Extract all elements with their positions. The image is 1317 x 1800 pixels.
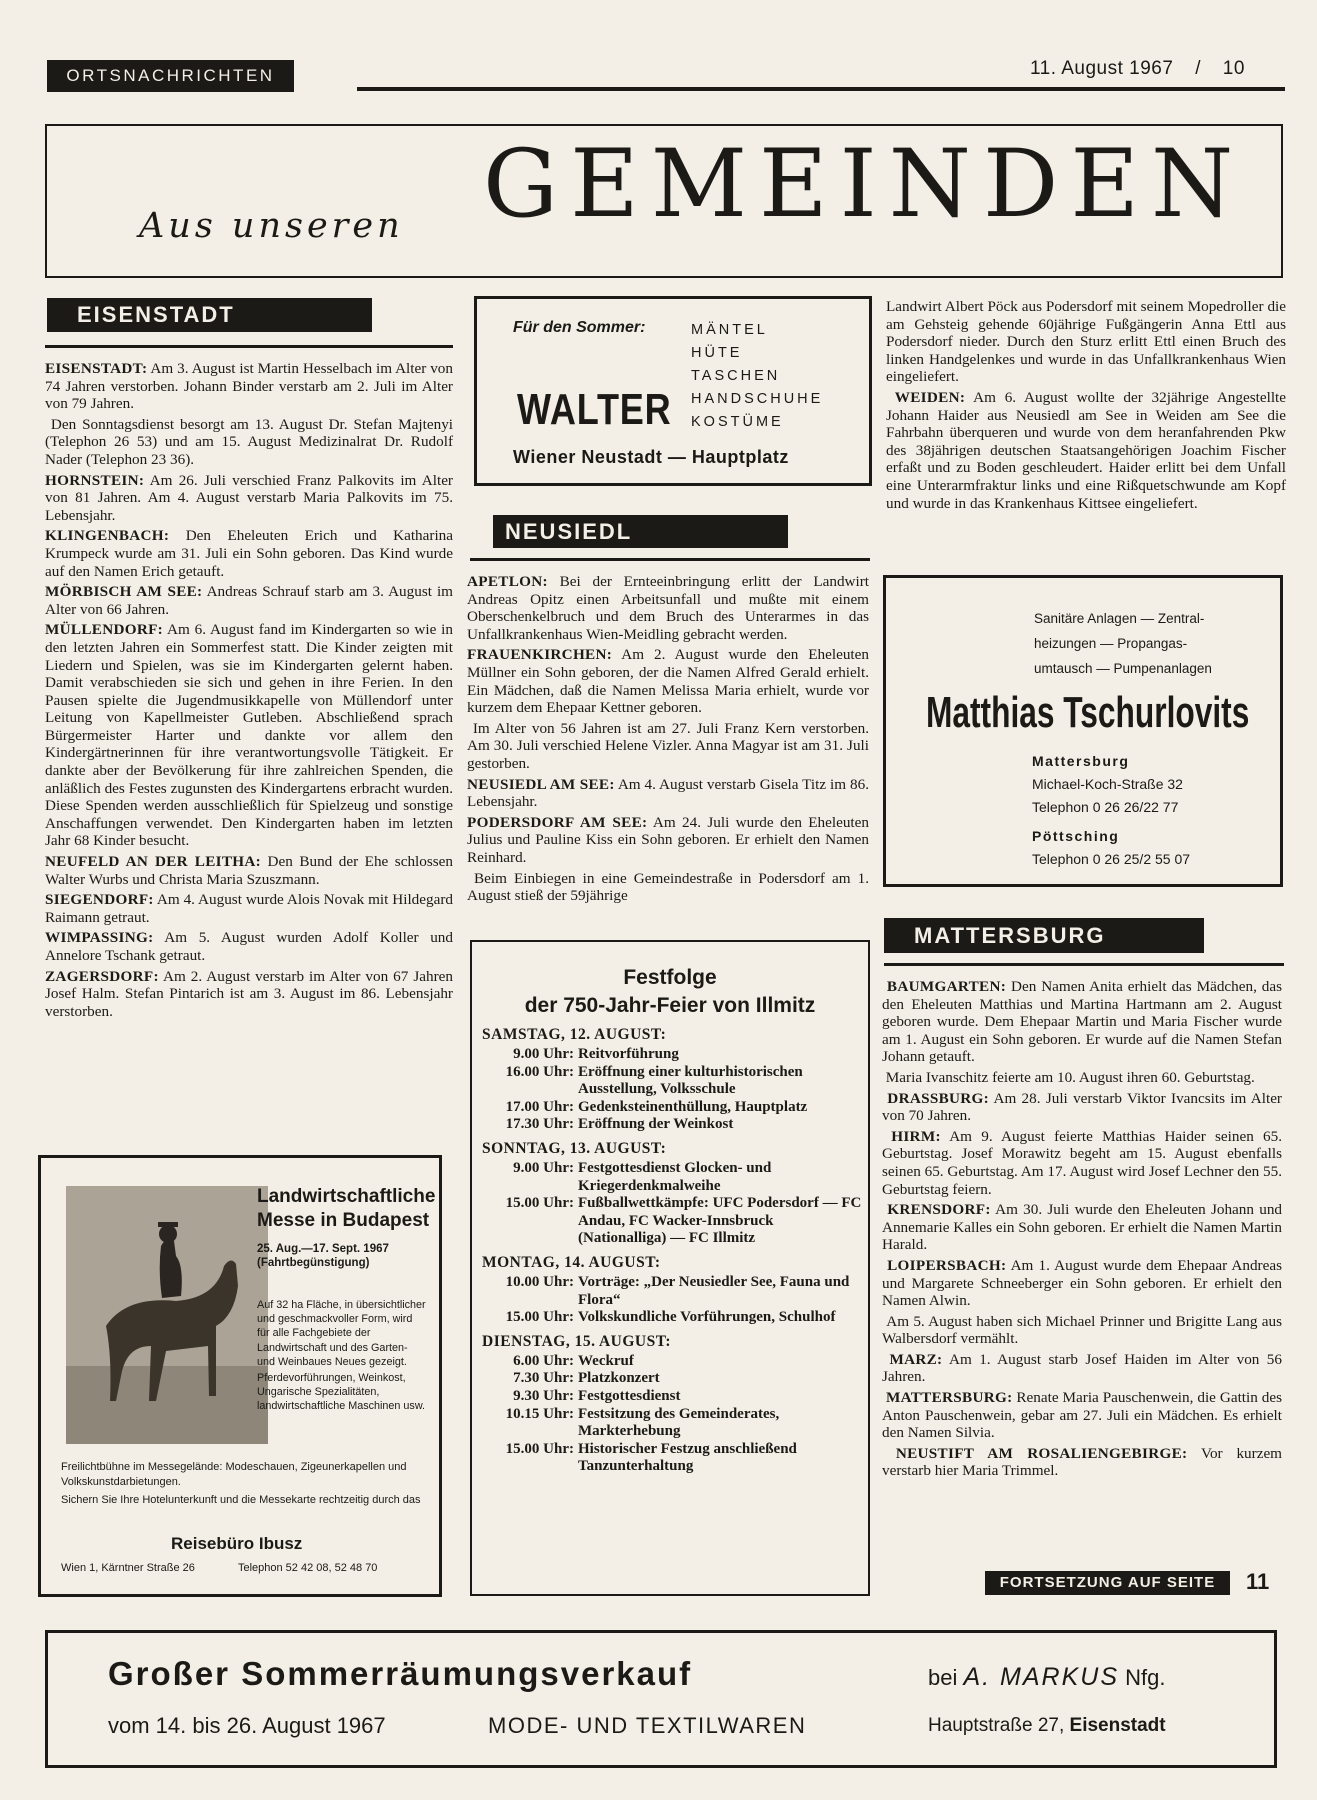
budapest-title-line2: Messe in Budapest: [257, 1210, 430, 1231]
fest-day-table: [482, 1160, 862, 1248]
news-item: [882, 1128, 1282, 1198]
markus-dates: vom 14. bis 26. August 1967: [108, 1713, 386, 1738]
header-rule: [357, 87, 1285, 91]
fest-text: Vorträge: „Der Neusiedler See, Fauna und Flora“: [578, 1273, 850, 1308]
news-item: [467, 720, 869, 773]
heading-neusiedl: [493, 515, 788, 548]
fest-day-table: [482, 1353, 862, 1476]
heading-neusiedl-text: NEUSIEDL: [505, 519, 633, 544]
fest-text: Gedenksteinenthüllung, Hauptplatz: [578, 1098, 808, 1115]
place-name: FRAUENKIRCHEN:: [467, 646, 613, 664]
ad-budapest: [38, 1155, 442, 1597]
issue-date: [1030, 58, 1245, 80]
news-item: [882, 1313, 1282, 1348]
news-item: [45, 527, 453, 580]
tschurlovits-phone2: Telephon 0 26 25/2 55 07: [1032, 851, 1191, 867]
news-item: [882, 1069, 1282, 1087]
continue-label[interactable]: [985, 1571, 1230, 1595]
budapest-address: Wien 1, Kärntner Straße 26: [61, 1562, 195, 1574]
news-text: Renate Maria Pauschenwein, die Gattin des Anton Pauschenwein, gebar am 27. Juli ein Mädchen. Es erhielt den Namen Silvia.: [882, 1389, 1283, 1442]
place-name: PODERSDORF AM SEE:: [467, 813, 648, 831]
news-text: Den Eheleuten Erich und Katharina Krumpeck wurde am 31. Juli ein Sohn geboren. Das Kind wurde auf den Namen Erich getauft.: [45, 527, 453, 580]
budapest-dates-note: (Fahrtbegünstigung): [257, 1257, 370, 1269]
fest-event: [482, 1099, 862, 1117]
ad-tschurlovits: [883, 575, 1283, 887]
fest-text: Eröffnung einer kulturhistorischen Ausstellung, Volksschule: [578, 1063, 803, 1098]
place-name: NEUFELD AN DER LEITHA:: [45, 853, 262, 871]
festfolge-title: [472, 964, 868, 1020]
news-text: Den Namen Anita erhielt das Mädchen, das den Eheleuten Matthias und Martina Hartmann am 2. August geboren wurde. Dem Ehepaar Martin und Maria Fischer wurde am 1. August ein Sohn geboren. Er wurde auf die Namen Stefan Johann getauft.: [882, 978, 1283, 1066]
budapest-footer: [61, 1460, 423, 1508]
budapest-footer2: Sichern Sie Ihre Hotelunterkunft und die Messekarte rechtzeitig durch das: [61, 1494, 421, 1506]
fest-event: [482, 1195, 862, 1248]
news-item: [882, 1351, 1282, 1386]
budapest-dates-text: 25. Aug.—17. Sept. 1967: [257, 1243, 389, 1255]
news-item: [45, 891, 453, 926]
news-text: Am 9. August feierte Matthias Haider seinen 65. Geburtstag. Josef Morawitz begeht am 15. August ebenfalls seinen 65. Geburtstag. Am 17. August wird Josef Lechner den 55. Geburtstag feiern.: [882, 1127, 1283, 1198]
fest-day-table: [482, 1274, 862, 1327]
fest-event: [482, 1064, 862, 1099]
festfolge-title2: der 750-Jahr-Feier von Illmitz: [524, 994, 816, 1017]
markus-city: Eisenstadt: [1069, 1715, 1166, 1736]
news-item: [882, 1445, 1282, 1480]
fest-event: [482, 1370, 862, 1388]
title-main: GEMEINDEN: [483, 130, 1246, 239]
fest-time: 16.00 Uhr:: [505, 1063, 574, 1080]
tschurlovits-phone1: Telephon 0 26 26/22 77: [1032, 799, 1179, 815]
fest-time: 17.00 Uhr:: [505, 1098, 574, 1115]
place-name: SIEGENDORF:: [45, 891, 154, 909]
news-text: Am 1. August starb Josef Haiden im Alter von 56 Jahren.: [882, 1350, 1282, 1386]
heading-eisenstadt: [47, 298, 372, 332]
budapest-body: [257, 1298, 427, 1414]
news-item: [467, 646, 869, 716]
news-text: Den Bund der Ehe schlossen Walter Wurbs und Christa Maria Szuszmann.: [45, 853, 454, 888]
news-text: Am 4. August verstarb Gisela Titz im 86. Lebensjahr.: [467, 775, 869, 811]
fest-time: 7.30 Uhr:: [513, 1370, 574, 1387]
news-item: [45, 968, 453, 1021]
walter-item: HANDSCHUHE: [691, 391, 824, 407]
tschurlovits-street1: Michael-Koch-Straße 32: [1032, 776, 1183, 792]
fest-time: 15.00 Uhr:: [505, 1309, 574, 1326]
neusiedl-column: [467, 573, 869, 908]
news-text: Am 5. August wurden Adolf Koller und Annelore Tschank getraut.: [45, 929, 453, 964]
walter-item: KOSTÜME: [691, 414, 784, 430]
news-text: Am 2. August wurde den Eheleuten Müllner ein Sohn geboren, der die Namen Alfred Gerald erhielt. Ein Mädchen, daß die Namen Melissa Maria erhielt, wurde vor kurzem dem Ehepaar Kettner geboren.: [467, 646, 869, 717]
fest-text: Platzkonzert: [578, 1370, 660, 1387]
news-text: Bei der Ernteeinbringung erlitt der Landwirt Andreas Opitz einen Arbeitsunfall und mußte mit einem Oberschenkelbruch und dem Bruch des Unterarmes in das Unfallkrankenhaus Wien-Meidling gebracht werden.: [467, 573, 870, 643]
walter-item: TASCHEN: [691, 368, 781, 384]
fest-time: 10.15 Uhr:: [505, 1405, 574, 1422]
place-name: HORNSTEIN:: [45, 471, 145, 489]
heading-mattersburg-text: MATTERSBURG: [914, 923, 1106, 948]
service-line: umtausch — Pumpenanlagen: [1034, 661, 1212, 676]
news-item: [882, 1090, 1282, 1125]
news-item: [882, 978, 1282, 1066]
news-item: [45, 929, 453, 964]
fest-day: MONTAG, 14. AUGUST:: [482, 1253, 661, 1271]
news-item: [467, 814, 869, 867]
eisenstadt-rule: [45, 345, 453, 348]
section-label: [47, 60, 294, 92]
news-text: Am 5. August haben sich Michael Prinner und Brigitte Lang aus Walbersdorf vermählt.: [882, 1312, 1283, 1348]
fest-day-table: [482, 1046, 862, 1134]
date-separator: /: [1195, 58, 1201, 79]
tschurlovits-town1: Mattersburg: [1032, 753, 1130, 769]
news-item: [882, 1389, 1282, 1442]
place-name: MATTERSBURG:: [885, 1389, 1013, 1407]
fest-event: [482, 1046, 862, 1064]
news-text: Maria Ivanschitz feierte am 10. August ihren 60. Geburtstag.: [885, 1068, 1255, 1086]
continue-page[interactable]: 11: [1246, 1569, 1270, 1594]
festfolge-box: [470, 940, 870, 1596]
markus-category: MODE- UND TEXTILWAREN: [488, 1713, 807, 1738]
mattersburg-rule: [884, 963, 1284, 966]
fest-text: Reitvorführung: [578, 1046, 679, 1062]
festfolge-program: [482, 1020, 862, 1476]
fest-text: Historischer Festzug anschließend Tanzunterhaltung: [578, 1440, 797, 1475]
news-text: Am 2. August verstarb im Alter von 67 Jahren Josef Halm. Stefan Pintarich ist am 3. August im 86. Lebensjahr verstorben.: [45, 967, 453, 1020]
walter-intro: Für den Sommer:: [513, 319, 646, 336]
place-name: WIMPASSING:: [45, 929, 154, 947]
markus-address: [928, 1715, 1166, 1737]
continue-label-text: FORTSETZUNG AUF SEITE: [999, 1574, 1216, 1591]
markus-bei: bei: [928, 1665, 958, 1690]
news-text: Am 30. Juli wurde den Eheleuten Johann und Annemarie Kalles ein Sohn geboren. Er erhielt die Namen Martin Harald.: [882, 1201, 1283, 1254]
fest-time: 9.30 Uhr:: [513, 1387, 574, 1404]
page-number: 10: [1222, 58, 1245, 79]
place-name: WEIDEN:: [894, 388, 966, 406]
place-name: ZAGERSDORF:: [45, 967, 159, 985]
col3-continued: [886, 298, 1286, 515]
budapest-title-line1: Landwirtschaftliche: [257, 1186, 436, 1207]
horse-rider-icon: [66, 1186, 268, 1444]
news-text: Am 6. August wollte der 32jährige Angestellte Johann Haider aus Neusiedl am See in Weiden am See die Fahrbahn überqueren und wurde von dem heranfahrenden Pkw des 38jährigen deutschen Staatsangehörigen Joachim Fischer erfaßt und zu Boden geschleudert. Haider erlitt bei dem Unfall eine Unterarmfraktur links und eine Rißquetschwunde am Kopf und wurde in das Krankenhaus Kittsee eingeliefert.: [886, 388, 1286, 512]
ad-markus: [45, 1630, 1277, 1768]
fest-event: [482, 1353, 862, 1371]
service-line: Sanitäre Anlagen — Zentral-: [1034, 611, 1205, 626]
news-text: Am 3. August ist Martin Hesselbach im Alter von 74 Jahren verstorben. Johann Binder verstarb am 2. Juli im Alter von 79 Jahren.: [45, 360, 453, 413]
budapest-dates: [257, 1242, 432, 1270]
markus-street: Hauptstraße 27,: [928, 1715, 1065, 1736]
neusiedl-rule: [470, 558, 870, 561]
budapest-footer1: Freilichtbühne im Messegelände: Modeschauen, Zigeunerkapellen und Volkskunstdarbietungen.: [61, 1461, 407, 1488]
place-name: NEUSIEDL AM SEE:: [467, 775, 615, 793]
horse-rider-illustration: [66, 1186, 268, 1444]
fest-time: 15.00 Uhr:: [505, 1195, 574, 1212]
walter-item: MÄNTEL: [691, 322, 768, 338]
place-name: LOIPERSBACH:: [887, 1256, 1007, 1274]
tschurlovits-town2: Pöttsching: [1032, 828, 1120, 844]
budapest-body-text: Auf 32 ha Fläche, in übersichtlicher und geschmackvoller Form, wird für alle Fachgebiete der Landwirtschaft und des Garten- und Weinbaues Neues gezeigt.: [257, 1299, 426, 1368]
tschurlovits-name: Matthias Tschurlovits: [926, 688, 1250, 737]
tschurlovits-contacts: [1032, 750, 1190, 871]
budapest-agency: Reisebüro Ibusz: [171, 1534, 303, 1553]
title-prefix: Aus unseren: [139, 206, 404, 246]
news-item: [886, 298, 1286, 386]
place-name: HIRM:: [891, 1127, 941, 1145]
section-label-text: ORTSNACHRICHTEN: [66, 66, 275, 85]
mattersburg-column: [882, 978, 1282, 1483]
place-name: BAUMGARTEN:: [886, 978, 1007, 995]
place-name: KRENSDORF:: [887, 1201, 991, 1219]
fest-day: DIENSTAG, 15. AUGUST:: [482, 1332, 672, 1350]
walter-name: WALTER: [517, 385, 672, 434]
fest-time: 9.00 Uhr:: [513, 1159, 574, 1176]
news-item: [882, 1257, 1282, 1310]
place-name: EISENSTADT:: [45, 360, 148, 377]
fest-text: Festsitzung des Gemeinderates, Markterhebung: [578, 1405, 780, 1440]
markus-firm: [928, 1663, 1166, 1692]
issue-date-text: 11. August 1967: [1030, 58, 1174, 79]
place-name: APETLON:: [467, 573, 548, 590]
news-item: [45, 360, 453, 413]
news-item: [467, 870, 869, 905]
news-text: Am 1. August wurde dem Ehepaar Andreas und Margarete Schneeberger ein Sohn geboren. Er erhielt den Namen Alwin.: [882, 1256, 1283, 1310]
heading-eisenstadt-text: EISENSTADT: [77, 302, 235, 327]
festfolge-title1: Festfolge: [623, 966, 717, 989]
ad-walter: [474, 296, 872, 486]
fest-event: [482, 1116, 862, 1134]
place-name: MÜLLENDORF:: [45, 621, 164, 639]
service-line: heizungen — Propangas-: [1034, 636, 1188, 651]
place-name: MÖRBISCH AM SEE:: [45, 583, 203, 601]
fest-event: [482, 1388, 862, 1406]
walter-item: HÜTE: [691, 345, 743, 361]
fest-text: Eröffnung der Weinkost: [578, 1116, 734, 1133]
fest-text: Fußballwettkämpfe: UFC Podersdorf — FC Andau, FC Wacker-Innsbruck (Nationalliga) — FC Illmitz: [578, 1195, 862, 1247]
news-item: [45, 416, 453, 469]
news-item: [45, 621, 453, 850]
news-text: Vor kurzem verstarb hier Maria Trimmel.: [882, 1444, 1282, 1480]
title-box: [45, 124, 1283, 278]
news-text: Am 6. August fand im Kindergarten so wie in den letzten Jahren ein Sommerfest statt. Die Kinder zeigten mit Liedern und Spielen, was sie im Kindergarten gelernt haben. Damit verabschieden sie sich und gehen in ihre Ferien. In den Pausen spielte die Jugendmusikkapelle von Müllendorf unter Leitung von Kapellmeister Gutleben. Abschließend sprach Bürgermeister Harter und dankte vor allem den Kindergärtnerinnen für ihre verantwortungsvolle Tätigkeit. Er dankte aber der Bevölkerung für ihre zahlreichen Spenden, die anläßlich des Festes zugunsten des Kindergartens erbracht wurden. Diese Spenden werden ausschließlich für Spielzeug und sonstige Anschaffungen verwendet. Den Kindergarten haben im letzten Jahr 68 Kinder besucht.: [45, 621, 453, 850]
fest-text: Volkskundliche Vorführungen, Schulhof: [578, 1309, 836, 1326]
fest-day: SAMSTAG, 12. AUGUST:: [482, 1026, 667, 1043]
walter-address: Wiener Neustadt — Hauptplatz: [513, 447, 789, 467]
fest-time: 6.00 Uhr:: [513, 1352, 574, 1369]
eisenstadt-column: [45, 360, 453, 1023]
news-text: Am 24. Juli wurde den Eheleuten Julius und Pauline Kiss ein Sohn geboren. Er erhielt den Namen Reinhard.: [467, 813, 869, 866]
news-item: [886, 389, 1286, 512]
fest-event: [482, 1160, 862, 1195]
fest-text: Festgottesdienst: [578, 1387, 681, 1404]
fest-time: 10.00 Uhr:: [505, 1273, 574, 1290]
news-item: [467, 573, 869, 643]
markus-firm-name: A. MARKUS: [963, 1663, 1120, 1691]
budapest-body-text2: Pferdevorführungen, Weinkost, Ungarische Spezialitäten, landwirtschaftliche Maschinen usw.: [257, 1372, 426, 1413]
news-item: [467, 776, 869, 811]
place-name: NEUSTIFT AM ROSALIENGEBIRGE:: [895, 1444, 1188, 1462]
news-item: [45, 583, 453, 618]
fest-event: [482, 1441, 862, 1476]
news-text: Landwirt Albert Pöck aus Podersdorf mit seinem Mopedroller die am Gehsteig gehende 60jährige Fußgängerin Anna Ettl aus Podersdorf nieder. Durch den Sturz erlitt Ettl einen Bruch des linken Handgelenkes und wurde in das Unfallkrankenhaus Wien eingeliefert.: [886, 298, 1286, 386]
budapest-title: [257, 1185, 436, 1233]
place-name: DRASSBURG:: [887, 1089, 990, 1107]
news-text: Am 4. August wurde Alois Novak mit Hildegard Raimann getraut.: [45, 891, 453, 926]
news-text: Im Alter von 56 Jahren ist am 27. Juli Franz Kern verstorben. Am 30. Juli verschied Helene Vizler. Anna Magyar ist am 31. Juli gestorben.: [467, 719, 869, 772]
heading-mattersburg: [884, 918, 1204, 953]
fest-event: [482, 1309, 862, 1327]
news-text: Am 26. Juli verschied Franz Palkovits im Alter von 81 Jahren. Am 4. August verstarb Maria Palkovits im 75. Lebensjahr.: [45, 471, 453, 524]
budapest-contact: [61, 1562, 423, 1574]
fest-day: SONNTAG, 13. AUGUST:: [482, 1139, 667, 1157]
news-text: Andreas Schrauf starb am 3. August im Alter von 66 Jahren.: [45, 583, 453, 618]
fest-text: Weckruf: [578, 1352, 634, 1369]
news-item: [45, 853, 453, 888]
fest-time: 17.30 Uhr:: [505, 1116, 574, 1133]
walter-items: [691, 319, 823, 434]
place-name: MARZ:: [889, 1350, 943, 1368]
news-text: Den Sonntagsdienst besorgt am 13. August Dr. Stefan Majtenyi (Telephon 26 53) und am 15. August Medizinalrat Dr. Rudolf Nader (Telephon 23 36).: [45, 415, 454, 468]
tschurlovits-services: [1034, 606, 1212, 681]
fest-event: [482, 1406, 862, 1441]
fest-event: [482, 1274, 862, 1309]
budapest-phone: Telephon 52 42 08, 52 48 70: [237, 1562, 378, 1574]
markus-nfg: Nfg.: [1125, 1665, 1166, 1690]
place-name: KLINGENBACH:: [45, 527, 170, 545]
markus-headline: Großer Sommerräumungsverkauf: [108, 1655, 693, 1692]
news-item: [882, 1201, 1282, 1254]
fest-text: Festgottesdienst Glocken- und Kriegerdenkmalweihe: [578, 1159, 772, 1194]
news-item: [45, 472, 453, 525]
news-text: Beim Einbiegen in eine Gemeindestraße in Podersdorf am 1. August stieß der 59jährige: [467, 869, 870, 905]
fest-time: 9.00 Uhr:: [513, 1046, 574, 1062]
fest-time: 15.00 Uhr:: [505, 1440, 574, 1457]
news-text: Am 28. Juli verstarb Viktor Ivancsits im Alter von 70 Jahren.: [882, 1089, 1282, 1125]
